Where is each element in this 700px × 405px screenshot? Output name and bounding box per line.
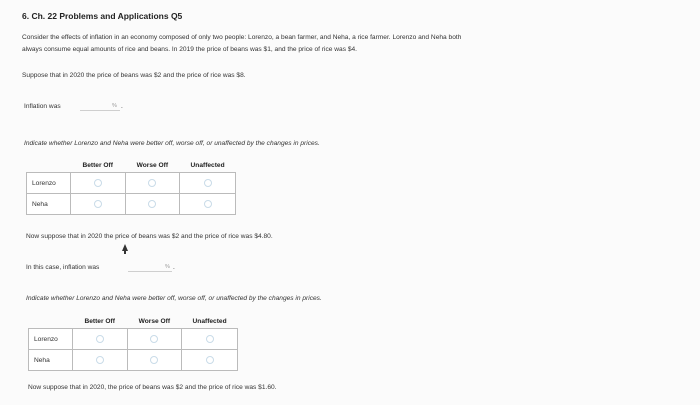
intro-text-line-1: Consider the effects of inflation in an economy composed of only two people: Lorenzo, a bean farmer, and Neha, a rice farmer. Lorenzo and Neha both bbox=[22, 34, 462, 41]
row-label-neha: Neha bbox=[27, 194, 71, 215]
mouse-pointer-tail bbox=[124, 250, 126, 254]
table-row-lorenzo bbox=[29, 329, 238, 350]
neha-unaffected-radio[interactable] bbox=[206, 356, 214, 364]
lorenzo-unaffected-radio[interactable] bbox=[206, 335, 214, 343]
cell-lorenzo-worse bbox=[127, 329, 182, 350]
neha-unaffected-radio[interactable] bbox=[204, 200, 212, 208]
lorenzo-unaffected-radio[interactable] bbox=[204, 179, 212, 187]
scenario-2-text: Now suppose that in 2020 the price of beans was $2 and the price of rice was $4.80. bbox=[26, 233, 273, 240]
neha-better-off-radio[interactable] bbox=[94, 200, 102, 208]
column-unaffected: Unaffected bbox=[192, 317, 227, 325]
neha-worse-off-radio[interactable] bbox=[148, 200, 156, 208]
lorenzo-worse-off-radio[interactable] bbox=[150, 335, 158, 343]
column-better-off: Better Off bbox=[82, 161, 113, 169]
page-title: 6. Ch. 22 Problems and Applications Q5 bbox=[22, 11, 183, 21]
inflation-1-percent: % bbox=[112, 103, 117, 109]
table-header-blank bbox=[27, 158, 71, 173]
scenario-3-text: Now suppose that in 2020, the price of beans was $2 and the price of rice was $1.60. bbox=[28, 384, 277, 391]
scenario-1-text: Suppose that in 2020 the price of beans was $2 and the price of rice was $8. bbox=[22, 72, 246, 79]
cell-neha-unaffected bbox=[180, 194, 236, 215]
column-unaffected: Unaffected bbox=[190, 161, 225, 169]
row-label-lorenzo: Lorenzo bbox=[29, 329, 73, 350]
cell-neha-better bbox=[72, 350, 127, 371]
question-1-text: Indicate whether Lorenzo and Neha were better off, worse off, or unaffected by the changes in prices. bbox=[24, 140, 320, 147]
neha-worse-off-radio[interactable] bbox=[150, 356, 158, 364]
cell-neha-worse bbox=[127, 350, 182, 371]
table-row-lorenzo bbox=[27, 173, 236, 194]
column-better-off: Better Off bbox=[84, 317, 115, 325]
cell-lorenzo-better bbox=[72, 329, 127, 350]
inflation-1-label: Inflation was bbox=[24, 103, 61, 110]
table-row-neha bbox=[29, 350, 238, 371]
column-worse-off: Worse Off bbox=[138, 317, 171, 325]
cell-lorenzo-unaffected bbox=[180, 173, 236, 194]
table-header-row bbox=[27, 158, 236, 173]
table-header-row bbox=[29, 314, 238, 329]
cell-lorenzo-worse bbox=[125, 173, 180, 194]
cell-neha-better bbox=[70, 194, 125, 215]
column-worse-off: Worse Off bbox=[136, 161, 169, 169]
intro-text-line-2: always consume equal amounts of rice and beans. In 2019 the price of beans was $1, and the price of rice was $4. bbox=[22, 46, 358, 53]
cell-lorenzo-better bbox=[70, 173, 125, 194]
row-label-neha: Neha bbox=[29, 350, 73, 371]
lorenzo-better-off-radio[interactable] bbox=[94, 179, 102, 187]
inflation-2-period: . bbox=[173, 264, 175, 271]
row-label-lorenzo: Lorenzo bbox=[27, 173, 71, 194]
inflation-1-period: . bbox=[121, 103, 123, 110]
lorenzo-worse-off-radio[interactable] bbox=[148, 179, 156, 187]
outcome-table-2 bbox=[28, 314, 238, 371]
neha-better-off-radio[interactable] bbox=[96, 356, 104, 364]
question-2-text: Indicate whether Lorenzo and Neha were better off, worse off, or unaffected by the changes in prices. bbox=[26, 295, 322, 302]
cell-neha-worse bbox=[125, 194, 180, 215]
outcome-table-1 bbox=[26, 158, 236, 215]
cell-lorenzo-unaffected bbox=[182, 329, 238, 350]
inflation-2-label: In this case, inflation was bbox=[26, 264, 100, 271]
table-header-blank bbox=[29, 314, 73, 329]
table-row-neha bbox=[27, 194, 236, 215]
inflation-2-percent: % bbox=[165, 264, 170, 270]
cell-neha-unaffected bbox=[182, 350, 238, 371]
lorenzo-better-off-radio[interactable] bbox=[96, 335, 104, 343]
